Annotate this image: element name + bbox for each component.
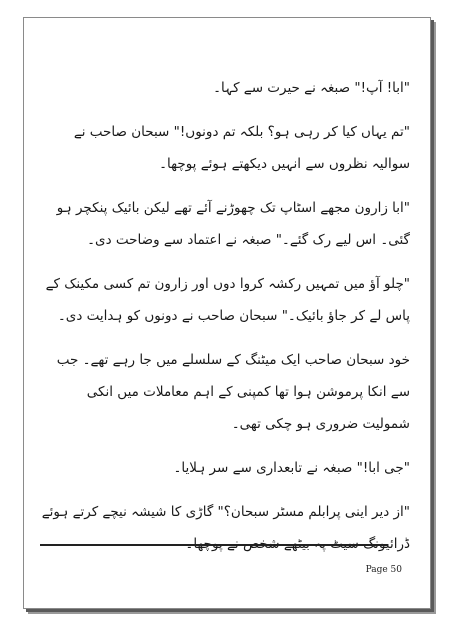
paragraph-3: "ابا زارون مجھے اسٹاپ تک چھوڑنے آئے تھے لیکن بائیک پنکچر ہو گئی۔ اس لیے رک گئے۔" صبغہ نے اعتماد سے وضاحت دی۔ — [56, 200, 410, 248]
paragraph-4: "چلو آؤ میں تمہیں رکشہ کروا دوں اور زارون تم کسی مکینک کے پاس لے کر جاؤ بائیک۔" سبحان صاحب نے دونوں کو ہدایت دی۔ — [45, 276, 410, 324]
page-body — [37, 72, 410, 572]
paragraph-5: خود سبحان صاحب ایک میٹنگ کے سلسلے میں جا رہے تھے۔ جب سے انکا پرموشن ہوا تھا کمپنی کے اہم معاملات میں انکی شمولیت ضروری ہو چکی تھی۔ — [56, 352, 410, 432]
paragraph-2: "تم یہاں کیا کر رہی ہو؟ بلکہ تم دونوں!" سبحان صاحب نے سوالیہ نظروں سے انہیں دیکھتے ہوئے پوچھا۔ — [73, 124, 410, 172]
paragraph-7: "از دیر اینی پرابلم مسٹر سبحان؟" گاڑی کا شیشہ نیچے کرتے ہوئے ڈرائیونگ سیٹ پہ بیٹھے شخص نے پوچھا۔ — [41, 504, 410, 552]
paragraph-6: "جی ابا!" صبغہ نے تابعداری سے سر ہلایا۔ — [173, 460, 410, 476]
page-number: Page 50 — [365, 565, 402, 575]
footer-divider — [40, 544, 388, 546]
paragraph-1: "ابا! آپ!" صبغہ نے حیرت سے کہا۔ — [213, 80, 410, 96]
